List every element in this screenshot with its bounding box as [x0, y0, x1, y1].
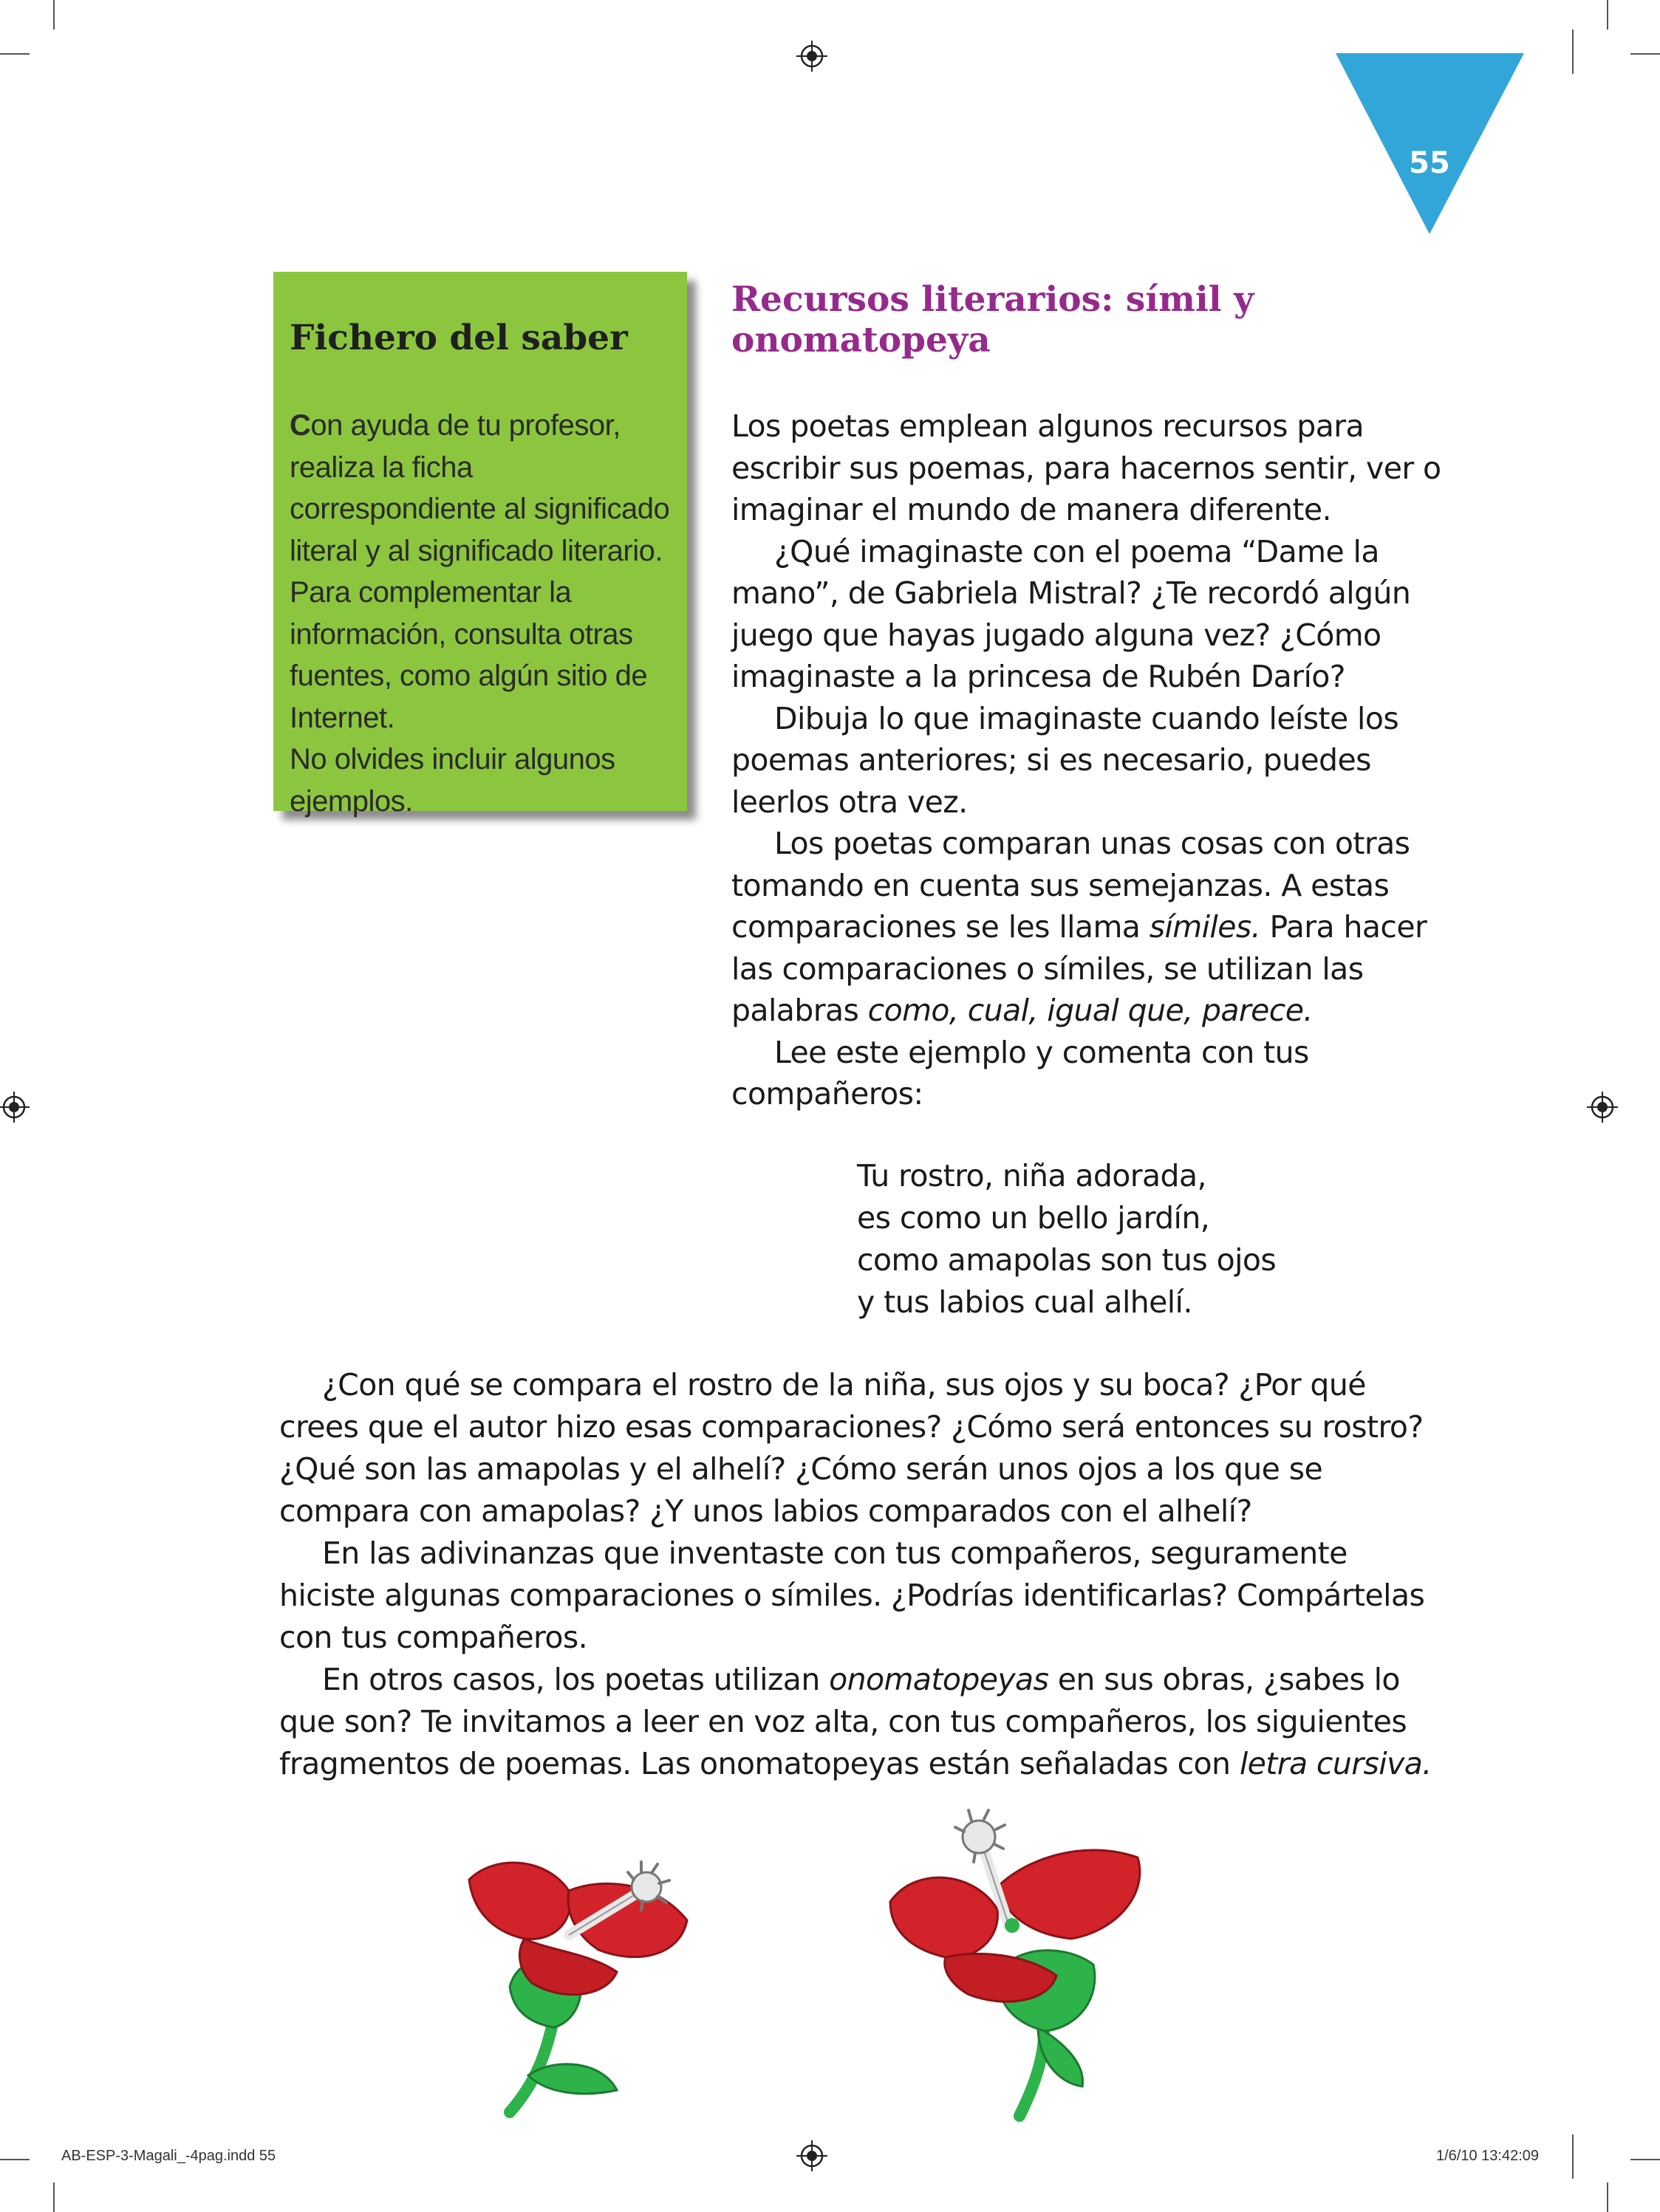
paragraph: Dibuja lo que imaginaste cuando leíste los poemas anteriores; si es necesario, puedes leerlos otra vez.: [731, 700, 1399, 820]
poem-line: Tu rostro, niña adorada,: [857, 1158, 1206, 1194]
crop-mark: [1572, 30, 1574, 74]
fichero-body-2: No olvides incluir algunos ejemplos.: [290, 743, 615, 818]
paragraph-text: Para hacer las comparaciones o símiles, se utilizan las palabras: [731, 909, 1427, 1028]
registration-mark-icon: [1587, 1092, 1618, 1123]
crop-mark: [1607, 0, 1608, 30]
crop-mark: [1572, 2134, 1574, 2179]
fichero-title: Fichero del saber: [290, 318, 628, 358]
paragraph-text: Los poetas comparan unas cosas con otras tomando en cuenta sus semejanzas. A estas comparaciones se les llama: [731, 826, 1410, 945]
paragraph: ¿Con qué se compara el rostro de la niña, sus ojos y su boca? ¿Por qué crees que el autor hizo esas comparaciones? ¿Cómo será entonces su rostro? ¿Qué son las amapolas y el alhelí? ¿Cómo serán unos ojos a los que se compara con amapolas? ¿Y unos labios comparados con el alhelí?: [279, 1367, 1424, 1529]
emphasis: onomatopeyas: [829, 1662, 1049, 1697]
poem-line: como amapolas son tus ojos: [857, 1242, 1277, 1278]
slug-left: AB-ESP-3-Magali_-4pag.indd 55: [61, 2148, 276, 2164]
fichero-body: on ayuda de tu profesor, realiza la ficha correspondiente al significado literal y al significado literario. Para complementar la información, consulta otras fuentes, como algún sitio de Internet.: [290, 409, 670, 734]
poem-line: y tus labios cual alhelí.: [857, 1284, 1192, 1320]
paragraph: En las adivinanzas que inventaste con tus compañeros, seguramente hiciste algunas comparaciones o símiles. ¿Podrías identificarlas? Compártelas con tus compañeros.: [279, 1535, 1425, 1655]
emphasis: como, cual, igual que, parece.: [867, 993, 1313, 1028]
crop-mark: [0, 53, 30, 55]
paragraph-text: En otros casos, los poetas utilizan: [322, 1662, 830, 1697]
registration-mark-icon: [0, 1092, 30, 1123]
fichero-text: [290, 405, 681, 822]
crop-mark: [1630, 53, 1660, 55]
paragraph: [731, 823, 1455, 1032]
poem: [857, 1155, 1276, 1324]
paragraph: [279, 1659, 1432, 1785]
emphasis: letra cursiva.: [1239, 1746, 1432, 1781]
flower-illustration-left: [458, 1839, 754, 2120]
crop-mark: [1607, 2182, 1608, 2212]
crop-mark: [53, 2182, 55, 2212]
fichero-dropcap: C: [290, 409, 311, 442]
paragraph: Lee este ejemplo y comenta con tus compañeros:: [731, 1034, 1309, 1112]
flower-illustration-right: [872, 1806, 1197, 2131]
registration-mark-icon: [796, 2140, 827, 2171]
crop-mark: [0, 2159, 30, 2160]
bottom-body: [279, 1364, 1432, 1785]
crop-mark: [1630, 2159, 1660, 2160]
registration-mark-icon: [796, 41, 827, 72]
slug-right: 1/6/10 13:42:09: [1436, 2148, 1540, 2164]
page-number-triangle-shape: [1336, 53, 1524, 234]
paragraph: ¿Qué imaginaste con el poema “Dame la mano”, de Gabriela Mistral? ¿Te recordó algún juego que hayas jugado alguna vez? ¿Cómo imaginaste a la princesa de Rubén Darío?: [731, 533, 1411, 694]
page-number: 55: [1409, 146, 1450, 180]
poem-line: es como un bello jardín,: [857, 1200, 1210, 1236]
emphasis: símiles.: [1149, 909, 1261, 945]
page-number-triangle: [1336, 53, 1524, 234]
section-body: [731, 405, 1455, 1115]
paragraph: Los poetas emplean algunos recursos para escribir sus poemas, para hacernos sentir, ver o imaginar el mundo de manera diferente.: [731, 408, 1441, 527]
paragraph-text: en sus obras, ¿sabes lo que son? Te invitamos a leer en voz alta, con tus compañeros, los siguientes fragmentos de poemas. Las onomatopeyas están señaladas con: [279, 1662, 1407, 1781]
section-title: Recursos literarios: símil y onomatopeya: [731, 279, 1254, 360]
crop-mark: [53, 0, 55, 30]
